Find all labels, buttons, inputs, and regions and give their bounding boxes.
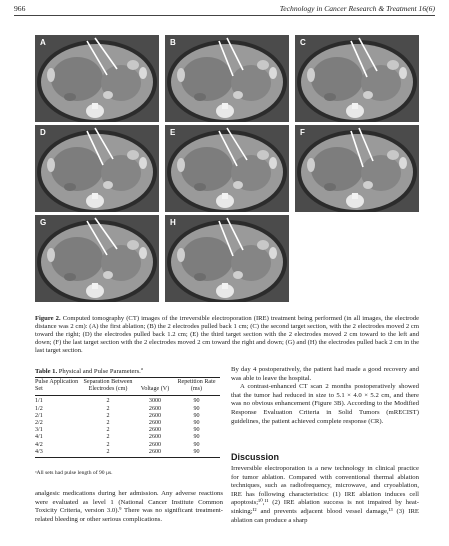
ct-panel-e [165, 125, 289, 212]
table-cell: 90 [193, 434, 200, 441]
table-footnote: ᵃAll sets had pulse length of 90 μs. [35, 470, 113, 476]
journal-title: Technology in Cancer Research & Treatment 16(6) [279, 4, 435, 13]
discussion-text: Irreversible electroporation is a new technology in clinical practice for tumor ablation. Compared with conventional thermal ablation techniques, such as radiofrequency, microwave, and cryoablation, IRE has following characteristics: (1) IRE ablation induces cell apoptosis;¹⁰,¹¹ (2) IRE ablation success is not impaired by heat-sinking;¹² and prevents adjacent blood vessel damage,¹³ (3) IRE ablation can produce a sharp [231, 465, 419, 524]
table-cell: 2600 [148, 427, 162, 434]
table-label: Table 1. [35, 368, 58, 376]
panel-label: F [300, 128, 305, 137]
table-header-cell: Voltage (V) [137, 378, 173, 396]
table-row [35, 406, 220, 413]
table-title [35, 366, 143, 375]
table-title-text: Physical and Pulse Parameters. [58, 368, 141, 376]
table-cell: 2600 [137, 449, 173, 458]
table-cell: 2 [106, 405, 110, 412]
table-cell: 4/1 [35, 434, 43, 441]
figure-caption [35, 315, 419, 355]
table-cell: 2 [79, 449, 137, 458]
panel-label: A [40, 38, 46, 47]
table-row [35, 396, 220, 406]
ct-figure-grid [35, 35, 419, 302]
table-cell: 90 [193, 427, 200, 434]
ct-panel-f [295, 125, 419, 212]
panel-label: D [40, 128, 46, 137]
caption-label: Figure 2. [35, 315, 61, 322]
table-row [35, 427, 220, 434]
table-cell: 4/2 [35, 441, 43, 448]
table-cell: 90 [193, 398, 200, 405]
table-cell: 2 [106, 434, 110, 441]
ct-panel-b [165, 35, 289, 122]
table-row [35, 434, 220, 441]
paragraph: By day 4 postoperatively, the patient had made a good recovery and was able to leave the hospital. [231, 366, 419, 382]
panel-label: C [300, 38, 306, 47]
table-title-marker: a [140, 366, 143, 371]
section-heading: Discussion [231, 452, 280, 462]
table-cell: 2 [106, 441, 110, 448]
page-number: 966 [14, 4, 26, 13]
table-cell: 2/2 [35, 420, 43, 427]
table-cell: 1/2 [35, 405, 43, 412]
header-rule [14, 15, 435, 16]
table-cell: 3/1 [35, 427, 43, 434]
table-cell: 4/3 [35, 449, 79, 458]
table-cell: 2 [106, 420, 110, 427]
table-row [35, 413, 220, 420]
table-row [35, 420, 220, 427]
left-column-text: analgesic medications during her admission. Any adverse reactions were evaluated as level 1 (National Cancer Institute Common Toxicity Criteria, version 3.0).⁹ There was no significant treatment-related bleeding or other serious complications. [35, 490, 223, 523]
table-cell: 2600 [148, 420, 162, 427]
ct-panel-a [35, 35, 159, 122]
table-cell: 90 [193, 420, 200, 427]
table-cell: 2 [106, 427, 110, 434]
table-cell: 90 [193, 412, 200, 419]
right-column-text [231, 366, 419, 426]
table-cell: 2 [106, 398, 110, 405]
table-header-cell: Separation Between Electrodes (cm) [79, 378, 137, 396]
running-header [14, 3, 435, 15]
table-cell: 1/1 [35, 398, 43, 405]
table-cell: 2600 [148, 405, 162, 412]
table-cell: 2600 [148, 412, 162, 419]
table-row [35, 449, 220, 458]
ct-panel-c [295, 35, 419, 122]
table-row [35, 442, 220, 449]
ct-panel-h [165, 215, 289, 302]
caption-text: Computed tomography (CT) images of the irreversible electroporation (IRE) treatment being performed (in all images, the electrode distance was 2 cm): (A) the first ablation; (B) the 2 electrodes pulled back 1 cm; (C) the second target section, with the 2 electrodes moved 2 cm toward the right; (D) the electrodes pulled back 1.2 cm; (E) the third target section with the 2 electrodes moved 2 cm toward to the left and down; (F) the last target section with the 2 electrodes moved 2 cm toward the right and down; (G) and (H) the electrodes pulled back 2 cm in the last target section. [35, 315, 419, 354]
table-cell: 90 [173, 449, 220, 458]
table-cell: 90 [193, 441, 200, 448]
paragraph: A contrast-enhanced CT scan 2 months postoperatively showed that the tumor had reduced in size to 5.1 × 4.0 × 5.2 cm, and there was no obvious enhancement (Figure 3B). According to the Modified Response Evaluation Criteria in Solid Tumors (mRECIST) guidelines, the patient achieved complete response (CR). [231, 383, 419, 425]
pulse-parameters-table [35, 377, 220, 458]
table-cell: 2/1 [35, 412, 43, 419]
table-cell: 2600 [148, 434, 162, 441]
table-cell: 90 [193, 405, 200, 412]
panel-label: E [170, 128, 176, 137]
table-cell: 3000 [148, 398, 162, 405]
ct-panel-d [35, 125, 159, 212]
table-cell: 2600 [148, 441, 162, 448]
table-header-cell: Repetition Rate (ms) [173, 378, 220, 396]
table-cell: 2 [106, 412, 110, 419]
ct-panel-g [35, 215, 159, 302]
panel-label: B [170, 38, 176, 47]
table-header-cell: Pulse Application Set [35, 378, 79, 396]
panel-label: G [40, 218, 47, 227]
panel-label: H [170, 218, 176, 227]
table-header-row [35, 378, 220, 396]
